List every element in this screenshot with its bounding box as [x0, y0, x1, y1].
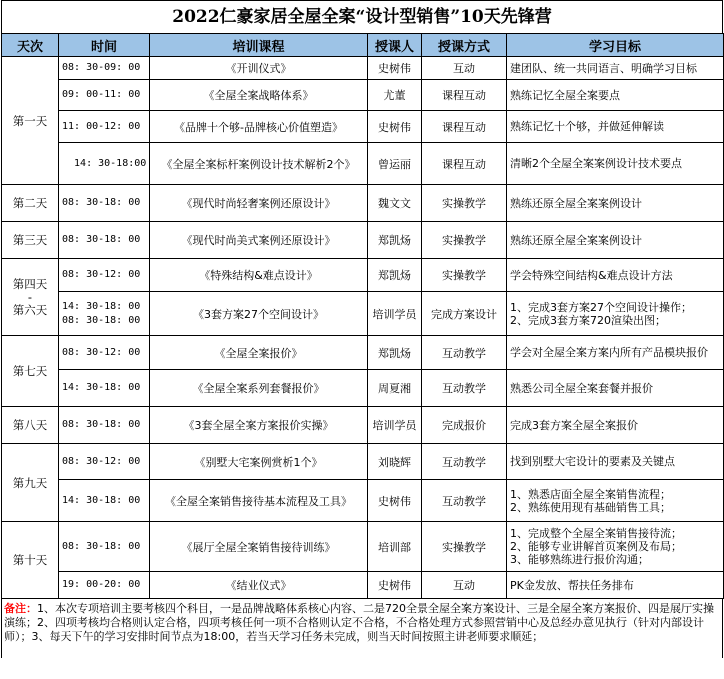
- table-row: [2, 222, 724, 259]
- day-cell: 第一天: [2, 57, 59, 185]
- goal-cell: 熟悉公司全屋全案套餐并报价: [507, 370, 724, 407]
- goal-cell: 熟练还原全屋全案案例设计: [507, 185, 724, 222]
- goal-cell: 1、完成整个全屋全案销售接待流； 2、能够专业讲解首页案例及布局； 3、能够熟练进行报价沟通；: [507, 522, 724, 572]
- goal-cell: 熟练还原全屋全案案例设计: [507, 222, 724, 259]
- table-row: [2, 480, 724, 522]
- day-cell: 第三天: [2, 222, 59, 259]
- header-day: 天次: [2, 34, 59, 57]
- teacher-cell: 曾运丽: [368, 143, 422, 185]
- course-cell: 《全屋全案战略体系》: [150, 80, 368, 111]
- time-cell: 11: 00-12: 00: [59, 111, 150, 143]
- table-row: [2, 111, 724, 143]
- method-cell: 课程互动: [422, 143, 507, 185]
- course-cell: 《别墅大宅案例赏析1个》: [150, 444, 368, 480]
- method-cell: 实操教学: [422, 185, 507, 222]
- table-row: [2, 80, 724, 111]
- teacher-cell: 郑凯炀: [368, 336, 422, 370]
- time-cell: 08: 30-12: 00: [59, 336, 150, 370]
- goal-cell: 学会对全屋全案方案内所有产品模块报价: [507, 336, 724, 370]
- course-cell: 《现代时尚轻奢案例还原设计》: [150, 185, 368, 222]
- method-cell: 互动教学: [422, 444, 507, 480]
- method-cell: 实操教学: [422, 522, 507, 572]
- time-cell: 08: 30-09: 00: [59, 57, 150, 80]
- time-cell: 08: 30-12: 00: [59, 259, 150, 292]
- teacher-cell: 郑凯炀: [368, 259, 422, 292]
- table-row: [2, 407, 724, 444]
- day-cell: 第十天: [2, 522, 59, 599]
- teacher-cell: 史树伟: [368, 111, 422, 143]
- header-teacher: 授课人: [368, 34, 422, 57]
- table-row: [2, 370, 724, 407]
- course-cell: 《全屋全案报价》: [150, 336, 368, 370]
- table-row: [2, 572, 724, 599]
- teacher-cell: 史树伟: [368, 572, 422, 599]
- header-method: 授课方式: [422, 34, 507, 57]
- time-cell: 08: 30-12: 00: [59, 444, 150, 480]
- course-cell: 《结业仪式》: [150, 572, 368, 599]
- goal-cell: 1、熟悉店面全屋全案销售流程； 2、熟练使用现有基础销售工具；: [507, 480, 724, 522]
- time-cell: 19: 00-20: 00: [59, 572, 150, 599]
- notes-label: 备注：: [4, 602, 37, 615]
- course-cell: 《全屋全案销售接待基本流程及工具》: [150, 480, 368, 522]
- method-cell: 互动教学: [422, 336, 507, 370]
- time-cell: 14: 30-18: 00: [59, 480, 150, 522]
- teacher-cell: 史树伟: [368, 57, 422, 80]
- day-cell: 第四天 - 第六天: [2, 259, 59, 336]
- header-course: 培训课程: [150, 34, 368, 57]
- goal-cell: 熟练记忆十个够，并做延伸解读: [507, 111, 724, 143]
- notes-section: [1, 599, 723, 658]
- goal-cell: 熟练记忆全屋全案要点: [507, 80, 724, 111]
- table-row: [2, 259, 724, 292]
- time-cell: 14: 30-18: 00: [59, 370, 150, 407]
- teacher-cell: 尤董: [368, 80, 422, 111]
- method-cell: 课程互动: [422, 80, 507, 111]
- goal-cell: 建团队、统一共同语言、明确学习目标: [507, 57, 724, 80]
- course-cell: 《开训仪式》: [150, 57, 368, 80]
- day-cell: 第七天: [2, 336, 59, 407]
- time-cell: 09: 00-11: 00: [59, 80, 150, 111]
- course-cell: 《3套方案27个空间设计》: [150, 292, 368, 336]
- table-row: [2, 292, 724, 336]
- method-cell: 互动教学: [422, 370, 507, 407]
- method-cell: 完成报价: [422, 407, 507, 444]
- teacher-cell: 培训学员: [368, 292, 422, 336]
- header-row: [2, 34, 724, 57]
- course-cell: 《3套全屋全案方案报价实操》: [150, 407, 368, 444]
- teacher-cell: 刘晓辉: [368, 444, 422, 480]
- table-row: [2, 57, 724, 80]
- time-cell: 08: 30-18: 00: [59, 407, 150, 444]
- teacher-cell: 周夏湘: [368, 370, 422, 407]
- goal-cell: 1、完成3套方案27个空间设计操作； 2、完成3套方案720渲染出图；: [507, 292, 724, 336]
- course-cell: 《全屋全案系列套餐报价》: [150, 370, 368, 407]
- method-cell: 完成方案设计: [422, 292, 507, 336]
- teacher-cell: 郑凯炀: [368, 222, 422, 259]
- day-cell: 第八天: [2, 407, 59, 444]
- header-goal: 学习目标: [507, 34, 724, 57]
- teacher-cell: 培训部: [368, 522, 422, 572]
- time-cell: 08: 30-18: 00: [59, 222, 150, 259]
- header-time: 时间: [59, 34, 150, 57]
- course-cell: 《特殊结构&难点设计》: [150, 259, 368, 292]
- schedule-table: [1, 33, 724, 599]
- method-cell: 实操教学: [422, 259, 507, 292]
- method-cell: 课程互动: [422, 111, 507, 143]
- time-cell: 14: 30-18:00: [59, 143, 150, 185]
- day-cell: 第九天: [2, 444, 59, 522]
- method-cell: 实操教学: [422, 222, 507, 259]
- goal-cell: 找到别墅大宅设计的要素及关键点: [507, 444, 724, 480]
- page-title: 2022仁豪家居全屋全案“设计型销售”10天先锋营: [1, 0, 723, 33]
- goal-cell: 清晰2个全屋全案案例设计技术要点: [507, 143, 724, 185]
- time-cell: 14: 30-18: 00 08: 30-18: 00: [59, 292, 150, 336]
- course-cell: 《全屋全案标杆案例设计技术解析2个》: [150, 143, 368, 185]
- teacher-cell: 魏文文: [368, 185, 422, 222]
- course-cell: 《现代时尚美式案例还原设计》: [150, 222, 368, 259]
- table-row: [2, 444, 724, 480]
- course-cell: 《展厅全屋全案销售接待训练》: [150, 522, 368, 572]
- day-cell: 第二天: [2, 185, 59, 222]
- notes-text: 1、本次专项培训主要考核四个科目，一是品牌战略体系核心内容、二是720全景全屋全案方案设计、三是全屋全案方案报价、四是展厅实操演练；2、四项考核均合格则认定合格，四项考核任何一项不合格则认定不合格，不合格处理方式参照营销中心及总经办意见执行（针对内部设计师）；3、每天下午的学习安排时间节点为18:00，若当天学习任务未完成，则当天时间按照主讲老师要求顺延；: [4, 602, 714, 643]
- goal-cell: 学会特殊空间结构&难点设计方法: [507, 259, 724, 292]
- time-cell: 08: 30-18: 00: [59, 522, 150, 572]
- method-cell: 互动教学: [422, 480, 507, 522]
- teacher-cell: 史树伟: [368, 480, 422, 522]
- method-cell: 互动: [422, 572, 507, 599]
- table-row: [2, 143, 724, 185]
- training-schedule: [1, 0, 723, 658]
- table-row: [2, 185, 724, 222]
- teacher-cell: 培训学员: [368, 407, 422, 444]
- goal-cell: PK金发放、帮扶任务排布: [507, 572, 724, 599]
- time-cell: 08: 30-18: 00: [59, 185, 150, 222]
- method-cell: 互动: [422, 57, 507, 80]
- goal-cell: 完成3套方案全屋全案报价: [507, 407, 724, 444]
- table-row: [2, 336, 724, 370]
- table-row: [2, 522, 724, 572]
- course-cell: 《品牌十个够-品牌核心价值塑造》: [150, 111, 368, 143]
